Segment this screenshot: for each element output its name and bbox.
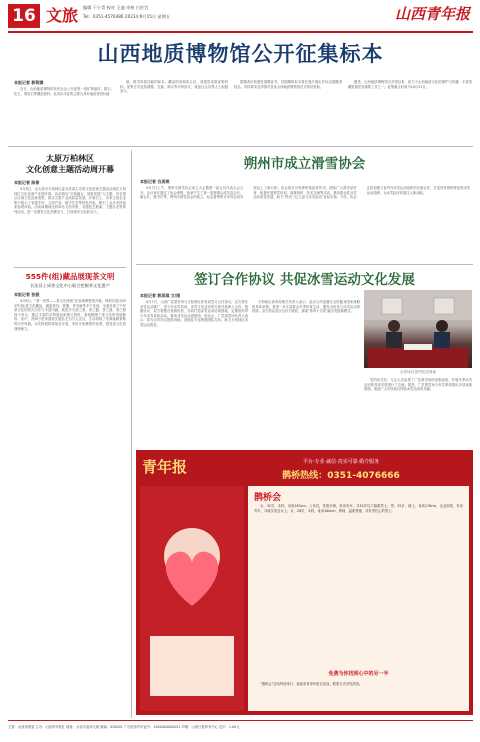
signing-photo	[364, 290, 472, 368]
story1-body: 9月8日，由太原市万柏林区委宣传部主办的文化创意主题活动周在万柏林区文化创意产业园开幕。活动周以“文旅融合、创新发展”为主题，旨在展示区域文化创意成果，推动文旅产业高质量发展。开幕式上，多家文创企业集中展示了非遗手作、文创产品、数字艺术等特色内容，吸引了众多市民前来参观体验。活动周期间还将举办文创市集、非遗技艺展演、主题沙龙等系列活动，进一步激发文化消费活力，打造城市文化新名片。	[14, 187, 126, 214]
lead-col-4: 据悉，山西地质博物馆自开馆以来，致力于山西地质文化的保护与传播，丰富馆藏资源是其重要工作之一。征集截止时间为10月31日。	[348, 80, 472, 89]
story2-body: 9月8日，“茶一世界——茶文化特展”在晋城博物馆开幕。特展共展出555件(组)茶文化藏品，涵盖茶具、茶器、茶书画等多个类别，全面呈现了中华茶文化的悠久历史与丰富内涵。展览分为茶之源、茶之器、茶之道、茶之路四个单元，通过丰富的实物展品和图文资料，系统梳理了茶文化的发展脉络。其中，晋商万里茶道相关展品尤为引人注目，生动再现了晋商驰骋茶路的历史风貌。本次特展将持续至年底，市民可免费预约参观，感受茶文化的独特魅力。	[14, 299, 126, 331]
skate-headline: 朔州市成立滑雪协会	[243, 156, 366, 172]
story1-divider	[14, 267, 126, 268]
ad-heart-graphic	[140, 486, 244, 711]
sign-headline: 签订合作协议 共促冰雪运动文化发展	[194, 272, 415, 288]
photo-caption: 合作协议签约仪式现场	[400, 370, 436, 374]
sign-body-right: 签约仪式后，与会人员参观了广武滑雪场的设施设备，并就冬季冰雪活动的具体安排进行了交流。据悉，广武滑雪场今年雪季将推出多项优惠措施，欢迎广大市民前往体验冰雪运动的乐趣。	[364, 378, 472, 392]
lead-headline: 山西地质博物馆公开征集标本	[97, 41, 384, 66]
ad-panel	[248, 486, 469, 711]
skate-divider	[136, 264, 473, 265]
footer-text: 主管：山西省团委 主办：山西青年报社 地址：太原市迎泽大街 邮编：030001 广告经营许可证号：1400004000021 印刷：山西日报印务中心 定价：1.00元	[8, 725, 240, 729]
section-name: 文旅	[46, 6, 79, 25]
editor-line: 编辑 于小青 校对 王迪 审核 白宏宜	[83, 5, 149, 10]
masthead-rule	[8, 31, 473, 33]
ad-logo: 青年报	[142, 458, 188, 476]
ad-profiles: 女，32岁，本科，身高163cm，公务员，性格开朗，有房有车，寻35岁以下稳重男士。男，35岁，硕士，身高178cm，企业高管，有房有车，寻诚实善良女士。女，28岁，本科，身高160cm，教师，温柔贤惠，寻有责任心的男士。	[254, 504, 463, 513]
ad-left-art	[140, 486, 244, 711]
story2-byline: 本报记者 张振	[14, 292, 40, 297]
masthead	[0, 0, 480, 34]
story1-byline: 本报记者 陈普	[14, 180, 40, 185]
story2-subheadline: 长治县士成茶文化中心联合挖掘茶文化遗产	[30, 283, 110, 288]
sign-body-mid: 万柏林区体育局相关负责人表示，此次合作是落实全民健身国家战略的具体举措，将进一步丰富群众冬季体育生活，激发全民参与冰雪运动的热情。双方将以此次合作为契机，探索“体育+文旅”融合发展新模式。	[252, 300, 360, 314]
ad-footer-text: “鹊桥会”活动每周举行，欢迎单身青年报名参加。联系方式详见热线。	[260, 682, 363, 686]
skate-body: 9月7日上午，朔州市滑雪协会成立大会暨第一届会员代表大会召开。会议审议通过了协会章程，选举产生了第一届理事会成员及会长、副会长、秘书长等。朔州市滑雪协会的成立，标志着朔州市冰雪运动发展迈上了新台阶。协会将充分发挥桥梁纽带作用，团结广大滑雪爱好者，积极开展滑雪培训、赛事组织、技术交流等活动，推动群众性冰雪运动普及发展，助力“带动三亿人参与冰雪运动”目标实现。今后，协会还将加强与省内外冰雪运动组织的交流合作，打造具有朔州特色的冰雪运动品牌，为冰雪经济发展注入新动能。	[140, 186, 470, 200]
story1-headline: 太原万柏林区 文化创意主题活动周开幕	[26, 154, 114, 174]
sign-byline: 本报记者 郭美琪 文/图	[140, 293, 181, 298]
ad-hotline-label: 鹊桥热线：	[282, 471, 328, 481]
skate-byline: 本报记者 白美瑛	[140, 179, 170, 184]
lead-byline: 本报记者 郭莉娜	[14, 80, 44, 85]
ad-subtitle: 免费为你找到心中的另一半	[328, 671, 389, 677]
ad-phone-number: 0351-4076666	[327, 471, 400, 481]
paper-logo: 山西青年报	[395, 5, 471, 23]
page-number: 16	[8, 4, 40, 28]
ad-hotline	[216, 468, 466, 481]
footer-rule	[8, 720, 473, 721]
contact-line: Tel：0351-4576486 2023年9月15日 星期五	[83, 14, 171, 19]
lead-col-3: 捐赠者可获颁发捐赠证书，其捐赠的标本将在展厅展出并标注捐赠者姓名。具体要求及详情可登录山西地质博物馆官方网站查询。	[234, 80, 342, 89]
lead-col-1: 近日，山西地质博物馆发布社会公开征集一批矿物晶体、陨石、化石、观赏石等藏品资料。此次标本征集主要为具有地质观赏价值	[14, 87, 114, 96]
sign-body-left: 9月7日，山西广武滑雪场与万柏林区体育局签订合作协议，双方将在冰雪运动推广、青少年冰雪培训、冰雪文化活动等方面开展深入合作。根据协议，双方将整合资源优势，共同打造冰雪运动培训基地，定期组织青少年冰雪体验活动，推动冰雪运动进校园、进社区。广武滑雪场负责人表示，将为合作项目提供场地、设施及专业教练团队支持，助力万柏林区冰雪运动普及。	[140, 300, 248, 327]
left-column-divider	[131, 150, 132, 718]
lead-divider	[8, 146, 473, 147]
matchmaking-ad	[136, 450, 473, 715]
signing-photo-graphic	[364, 290, 472, 368]
ad-tagline: 平台·专业·诚信·真实可靠·婚介服务	[302, 459, 380, 465]
story2-headline: 555件(组)藏品展现茶文明	[25, 272, 115, 281]
ad-banner-title: 鹊桥会	[254, 493, 282, 503]
lead-col-2: 值、教学科普功能的标本。藏品的来源须合法，须提供来源证明材料。征集方式包括捐赠、交换、购买等多种形式，欢迎社会各界人士积极参与。	[120, 80, 228, 94]
